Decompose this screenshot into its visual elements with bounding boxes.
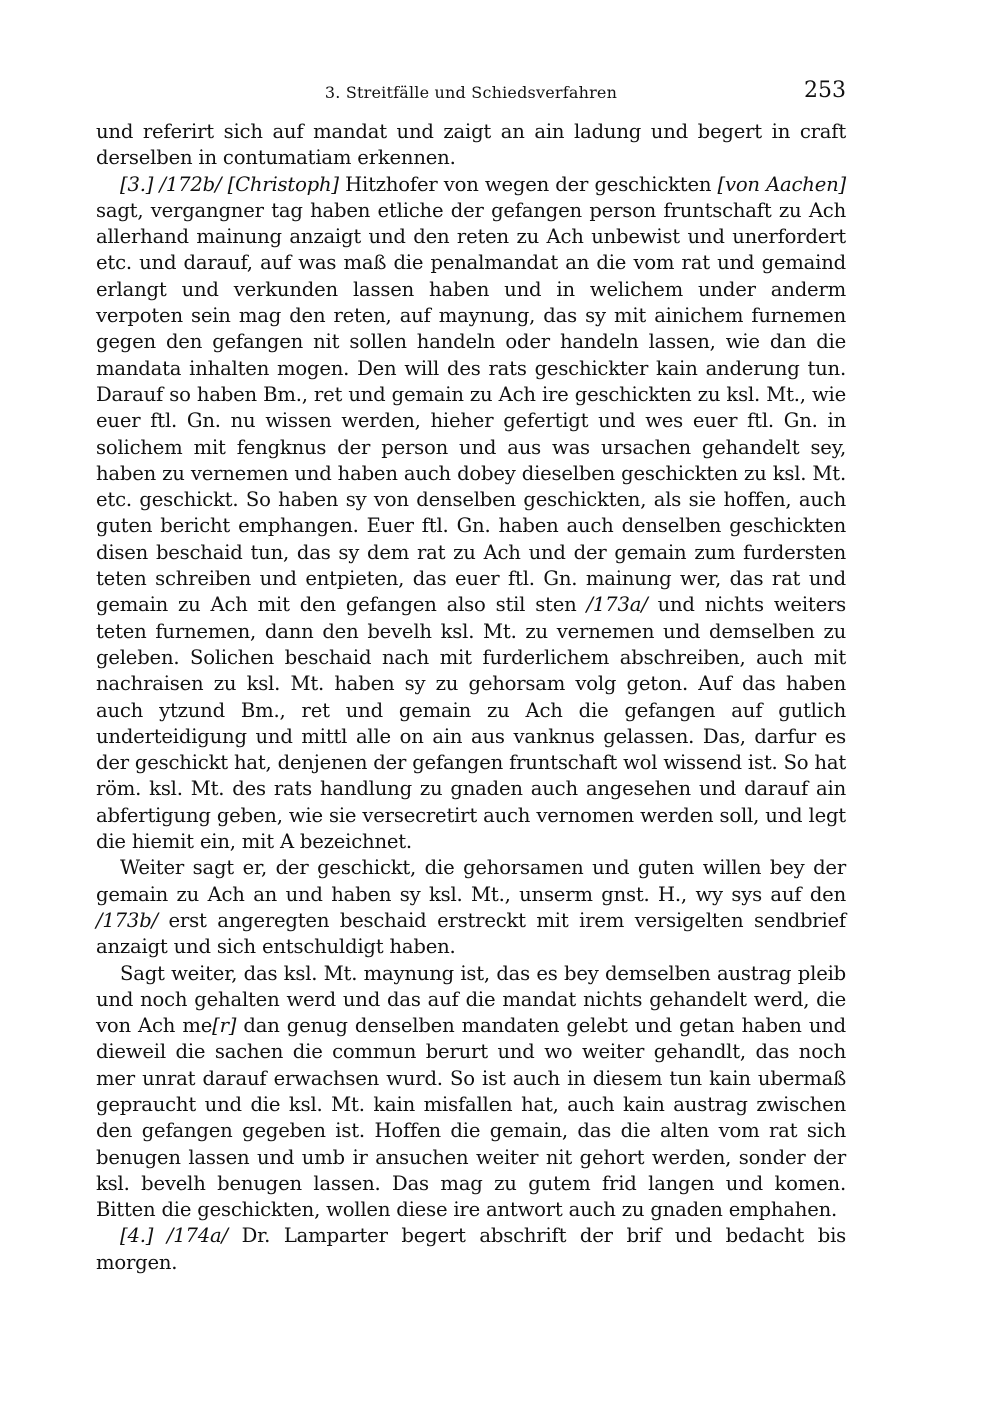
paragraph — [96, 961, 846, 1224]
running-head: 3. Streitfälle und Schiedsverfahren — [324, 83, 618, 102]
page-number: 253 — [804, 78, 846, 103]
folio-marker: /173b/ — [96, 908, 158, 932]
text-segment: dan genug denselben mandaten gelebt und getan haben und dieweil die sachen die commun berurt und wo weiter gehandlt, das noch mer unrat darauf erwachsen wurd. So ist auch in diesem tun kain ubermaß gepraucht und die ksl. Mt. kain misfallen hat, auch kain austrag zwischen den gefangen gegeben ist. Hoffen die gemain, das die alten vom rat sich benugen lassen und umb ir ansuchen weiter nit gehort werden, sonder der ksl. bevelh benugen lassen. Das mag zu gutem frid langen und komen. Bitten die geschickten, wollen diese ire antwort auch zu gnaden emphahen. — [96, 1014, 846, 1222]
text-segment: Dr. Lamparter begert abschrift der brif und bedacht bis morgen. — [96, 1224, 847, 1274]
text-segment: und referirt sich auf mandat und zaigt an ain ladung und begert in craft derselben in contumatiam erkennen. — [96, 120, 846, 170]
text-segment: sagt, vergangner tag haben etliche der gefangen person fruntschaft zu Ach allerhand mainung anzaigt und den reten zu Ach unbewist und unerfordert etc. und darauf, auf was maß die penalmandat an die vom rat und gemaind erlangt und verkunden lassen haben und in welichem under anderm verpoten sein mag den reten, auf maynung, das sy mit ainichem furnemen gegen den gefangen nit sollen handeln oder handeln lassen, wie dan die mandata inhalten mogen. Den will des rats geschickter kain anderung tun. Darauf so haben Bm., ret und gemain zu Ach ire geschickten zu ksl. Mt., wie euer ftl. Gn. nu wissen werden, hieher gefertigt und wes euer ftl. Gn. in solichem mit fengknus der person und aus was ursachen gehandelt sey, haben zu vernemen und haben auch dobey dieselben geschickten zu ksl. Mt. etc. geschickt. So haben sy von denselben geschickten, als sie hoffen, auch guten bericht emphangen. Euer ftl. Gn. haben auch denselben geschickten disen beschaid tun, das sy dem rat zu Ach und der gemain zum furdersten teten schreiben und entpieten, das euer ftl. Gn. mainung wer, das rat und gemain zu Ach mit den gefangen also stil sten — [96, 198, 846, 617]
text-segment: erst angeregten beschaid erstreckt mit irem versigelten sendbrief anzaigt und sich entschuldigt haben. — [96, 908, 846, 959]
editorial-marker: [4.] /174a/ — [120, 1224, 228, 1248]
paragraph — [96, 855, 846, 960]
paragraph — [96, 1223, 846, 1276]
text-segment: Hitzhofer von wegen der geschickten — [338, 172, 718, 196]
text-segment: Weiter sagt er, der geschickt, die gehorsamen und guten willen bey der gemain zu Ach an und haben sy ksl. Mt., unserm gnst. H., wy sys auf den — [96, 856, 846, 906]
paragraph — [96, 119, 846, 172]
folio-marker: /173a/ — [586, 593, 648, 617]
editorial-marker: [r] — [212, 1014, 237, 1038]
paragraph — [96, 172, 846, 856]
editorial-marker: [3.] /172b/ [Christoph] — [120, 172, 339, 196]
text-segment: und nichts weiters teten furnemen, dann den bevelh ksl. Mt. zu vernemen und demselben zu geleben. Solichen beschaid nach mit furderlichem abschreiben, auch mit nachraisen zu ksl. Mt. haben sy zu gehorsam volg geton. Auf das haben auch ytzund Bm., ret und gemain zu Ach die gefangen auf gutlich underteidigung und mittl alle on ain aus vanknus gelassen. Das, darfur es der geschickt hat, denjenen der gefangen fruntschaft wol wissend ist. So hat röm. ksl. Mt. des rats handlung zu gnaden auch angesehen und darauf ain abfertigung geben, wie sie versecretirt auch vernomen werden soll, und legt die hiemit ein, mit A bezeichnet. — [96, 593, 846, 854]
editorial-marker: [von Aachen] — [717, 172, 846, 196]
body-text — [96, 119, 846, 1276]
page-header — [96, 78, 846, 108]
text-segment: Sagt weiter, das ksl. Mt. maynung ist, das es bey demselben austrag pleib und noch gehalten werd und das auf die mandat nichts gehandelt werd, die von Ach me — [96, 961, 846, 1038]
